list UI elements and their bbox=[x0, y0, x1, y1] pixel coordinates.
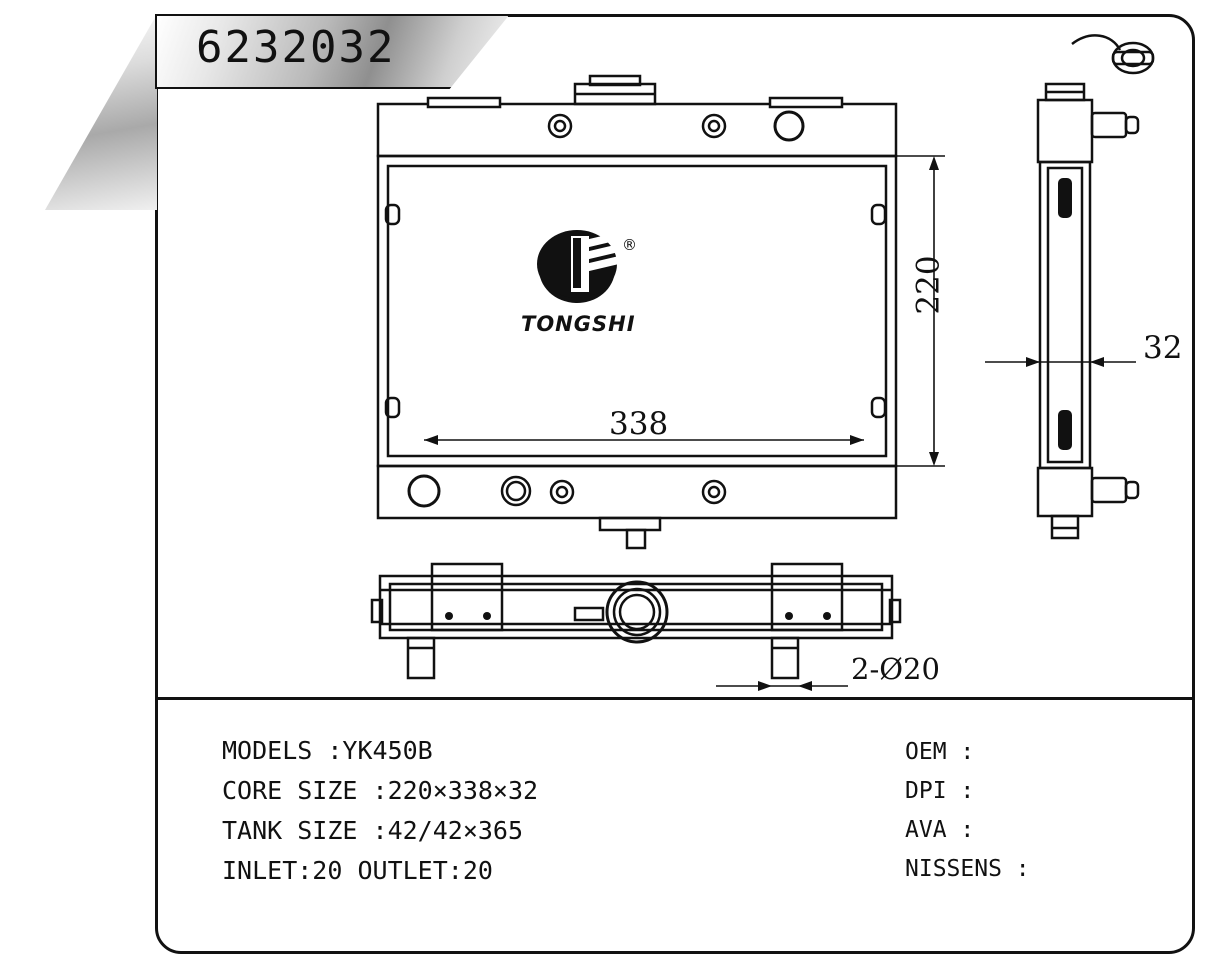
spec-nissens-label: NISSENS : bbox=[905, 856, 1030, 882]
spec-tank-size bbox=[222, 811, 538, 851]
spec-dpi-label: DPI : bbox=[905, 778, 975, 804]
spec-list-right bbox=[905, 733, 1030, 889]
spec-list-left bbox=[222, 731, 538, 891]
spec-core-size-value: 220×338×32 bbox=[387, 776, 539, 805]
spec-tank-size-label: TANK SIZE : bbox=[222, 816, 388, 845]
spec-oem bbox=[905, 733, 1030, 772]
spec-models bbox=[222, 731, 538, 771]
spec-oem-label: OEM : bbox=[905, 739, 975, 765]
registered-mark: ® bbox=[622, 236, 637, 254]
dimension-holes: 2-Ø20 bbox=[851, 652, 940, 686]
spec-dpi bbox=[905, 772, 1030, 811]
spec-core-size-label: CORE SIZE : bbox=[222, 776, 388, 805]
spec-nissens bbox=[905, 850, 1030, 889]
spec-ava bbox=[905, 811, 1030, 850]
spec-models-value: YK450B bbox=[342, 736, 433, 765]
spec-inlet-outlet-label: INLET:20 OUTLET:20 bbox=[222, 856, 493, 885]
spec-models-label: MODELS : bbox=[222, 736, 343, 765]
dimension-width: 338 bbox=[609, 406, 669, 442]
spec-tank-size-value: 42/42×365 bbox=[387, 816, 524, 845]
part-number: 6232032 bbox=[196, 22, 396, 73]
spec-core-size bbox=[222, 771, 538, 811]
dimension-height: 220 bbox=[910, 255, 947, 315]
brand-name: TONGSHI bbox=[521, 312, 636, 336]
dimension-depth: 32 bbox=[1143, 330, 1183, 366]
spec-ava-label: AVA : bbox=[905, 817, 975, 843]
spec-inlet-outlet bbox=[222, 851, 538, 891]
tongshi-logo bbox=[519, 230, 649, 340]
